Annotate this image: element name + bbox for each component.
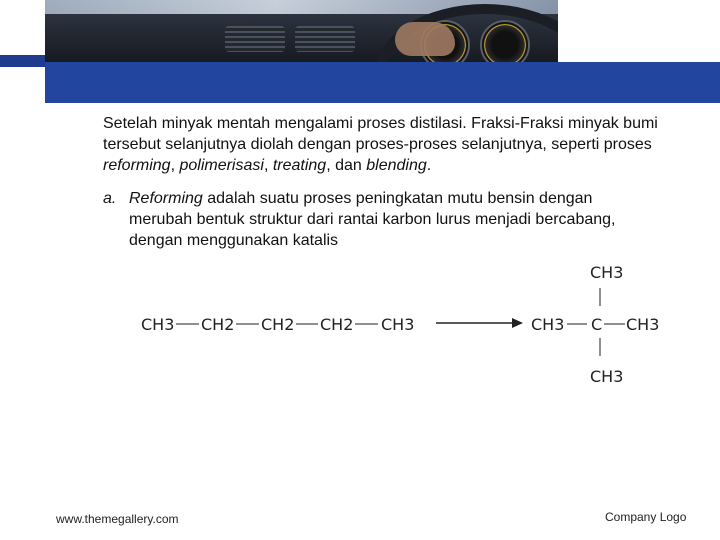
product-center-atom: C	[591, 315, 603, 334]
header-left-strip	[0, 55, 45, 67]
photo-vent	[295, 26, 355, 52]
header-blue-bar	[45, 62, 720, 103]
list-item-line: dengan menggunakan katalis	[129, 232, 339, 249]
reactant-group: CH2	[261, 315, 295, 334]
product-bottom-group: CH3	[590, 367, 624, 386]
intro-term-treating: treating	[272, 157, 327, 174]
reaction-diagram	[0, 240, 720, 400]
photo-vent	[225, 26, 285, 52]
list-item-text: adalah suatu proses peningkatan mutu bensin dengan	[202, 190, 593, 207]
intro-separator: , dan	[326, 157, 367, 174]
intro-text: Setelah minyak mentah mengalami proses distilasi. Fraksi-Fraksi minyak bumi tersebut selanjutnya diolah dengan proses-proses selanjutnya, seperti proses	[103, 115, 658, 153]
list-item-line: merubah bentuk struktur dari rantai karbon lurus menjadi bercabang,	[129, 211, 616, 228]
product-right-group: CH3	[626, 315, 660, 334]
intro-end: .	[426, 157, 432, 174]
reaction-arrowhead	[512, 318, 523, 328]
intro-paragraph	[103, 113, 713, 176]
header-logo: Logo	[584, 12, 685, 43]
reactant-group: CH2	[320, 315, 354, 334]
product-left-group: CH3	[531, 315, 565, 334]
photo-hand	[395, 22, 455, 56]
intro-separator: ,	[170, 157, 180, 174]
product-top-group: CH3	[590, 263, 624, 282]
dashboard-photo	[45, 0, 558, 62]
reactant-group: CH3	[381, 315, 415, 334]
intro-term-polimerisasi: polimerisasi	[179, 157, 264, 174]
reactant-group: CH3	[141, 315, 175, 334]
list-item-term: Reforming	[129, 190, 203, 207]
footer-company-logo: Company Logo	[605, 510, 687, 524]
intro-separator: ,	[263, 157, 273, 174]
header-band	[0, 0, 720, 103]
list-item-line	[103, 188, 703, 209]
intro-term-reforming: reforming	[103, 157, 171, 174]
reactant-group: CH2	[201, 315, 235, 334]
list-marker: a.	[103, 190, 117, 207]
intro-term-blending: blending	[366, 157, 427, 174]
footer-website: www.themegallery.com	[56, 512, 179, 526]
